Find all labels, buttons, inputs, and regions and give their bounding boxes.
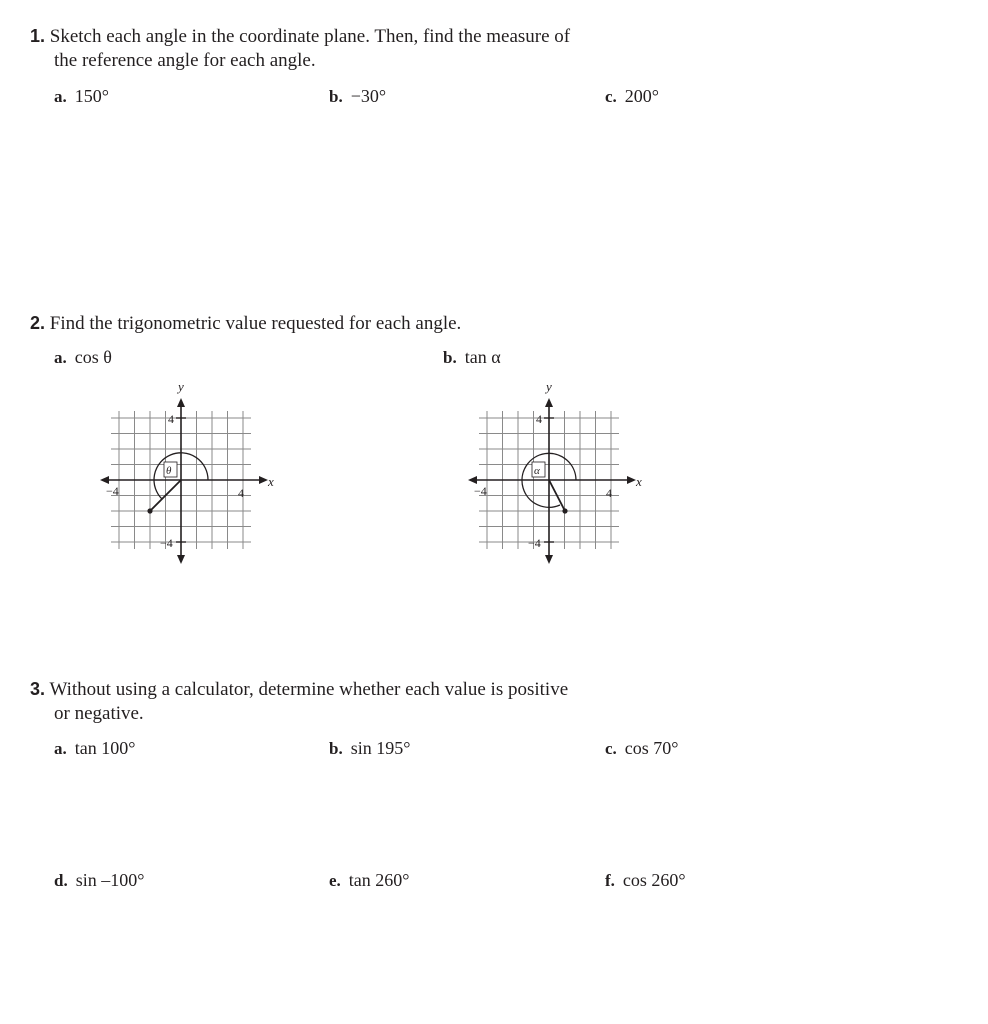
q3-item-e <box>329 869 410 892</box>
q2-graph-b-y-arrow-down <box>545 555 553 564</box>
q2-graph-a-tick-label-xneg4: −4 <box>106 484 119 498</box>
q2-item-b <box>443 346 501 369</box>
q2-graph-b-x-arrow-left <box>468 476 477 484</box>
q2-graph-b-terminal-point <box>562 508 567 513</box>
q1-prompt-line2: the reference angle for each angle. <box>54 50 316 71</box>
q2-item-b-text: tan α <box>464 347 501 367</box>
q3-item-c <box>605 737 679 760</box>
q2-graph-a-svg <box>96 378 286 573</box>
q2-graph-b-x-label: x <box>636 474 642 489</box>
q2-graph-b-x-arrow-right <box>627 476 636 484</box>
q2-graph-a-y-arrow-down <box>177 555 185 564</box>
q1-item-b-label: b. <box>329 87 343 106</box>
q2-graph-b-angle-symbol: α <box>534 465 540 477</box>
q1-prompt-text1: Sketch each angle in the coordinate plane. Then, find the measure of <box>49 26 571 47</box>
q3-prompt-line2: or negative. <box>54 703 144 724</box>
q3-item-a <box>54 737 135 760</box>
q1-prompt-line1 <box>30 24 570 49</box>
q2-graph-b-svg <box>464 378 654 573</box>
q2-graph-b-y-arrow-up <box>545 398 553 407</box>
q2-graph-a-angle-symbol: θ <box>166 465 172 477</box>
q3-item-e-text: tan 260° <box>348 870 410 890</box>
q2-graph-a-tick-label-y4: 4 <box>168 412 174 426</box>
q3-item-e-label: e. <box>329 871 341 890</box>
q1-number: 1. <box>30 26 46 46</box>
q2-item-a-label: a. <box>54 348 67 367</box>
q1-item-a <box>54 85 109 108</box>
q2-graph-a-tick-label-yneg4: −4 <box>160 536 173 550</box>
q3-item-a-text: tan 100° <box>74 738 136 758</box>
q3-item-d-text: sin –100° <box>75 870 145 890</box>
q2-graph-a-y-arrow-up <box>177 398 185 407</box>
q2-graph-b-tick-label-x4: 4 <box>606 486 612 500</box>
q3-item-f <box>605 869 686 892</box>
q1-item-a-label: a. <box>54 87 67 106</box>
q2-item-b-label: b. <box>443 348 457 367</box>
q3-item-b-label: b. <box>329 739 343 758</box>
q2-graph-a-terminal-point <box>147 508 152 513</box>
q1-item-c-label: c. <box>605 87 617 106</box>
q2-item-a-text: cos θ <box>74 347 112 367</box>
q3-item-b <box>329 737 410 760</box>
q2-item-a <box>54 346 112 369</box>
q3-prompt-text1: Without using a calculator, determine whether each value is positive <box>49 679 569 700</box>
q1-item-c-text: 200° <box>624 86 659 106</box>
q3-item-c-text: cos 70° <box>624 738 679 758</box>
q2-number: 2. <box>30 313 46 333</box>
q2-graph-b <box>464 378 654 573</box>
q2-graph-a-y-label: y <box>178 379 184 394</box>
q3-item-d-label: d. <box>54 871 68 890</box>
q3-item-a-label: a. <box>54 739 67 758</box>
q3-prompt-line1 <box>30 677 568 702</box>
q2-graph-a-x-arrow-right <box>259 476 268 484</box>
q1-item-c <box>605 85 659 108</box>
q1-item-a-text: 150° <box>74 86 109 106</box>
q2-graph-b-y-label: y <box>546 379 552 394</box>
q2-graph-a-x-arrow-left <box>100 476 109 484</box>
q1-item-b-text: −30° <box>350 86 387 106</box>
q3-item-f-label: f. <box>605 871 615 890</box>
q2-graph-b-tick-label-xneg4: −4 <box>474 484 487 498</box>
q2-graph-b-tick-label-yneg4: −4 <box>528 536 541 550</box>
q2-graph-a-x-label: x <box>268 474 274 489</box>
q3-item-c-label: c. <box>605 739 617 758</box>
q3-item-d <box>54 869 144 892</box>
q2-graph-b-tick-label-y4: 4 <box>536 412 542 426</box>
q2-graph-a <box>96 378 286 573</box>
q1-item-b <box>329 85 386 108</box>
q2-graph-a-tick-label-x4: 4 <box>238 486 244 500</box>
q2-prompt-text1: Find the trigonometric value requested for each angle. <box>49 313 462 334</box>
q2-prompt-line1 <box>30 311 461 336</box>
q3-item-b-text: sin 195° <box>350 738 411 758</box>
q3-item-f-text: cos 260° <box>622 870 686 890</box>
q3-number: 3. <box>30 679 46 699</box>
